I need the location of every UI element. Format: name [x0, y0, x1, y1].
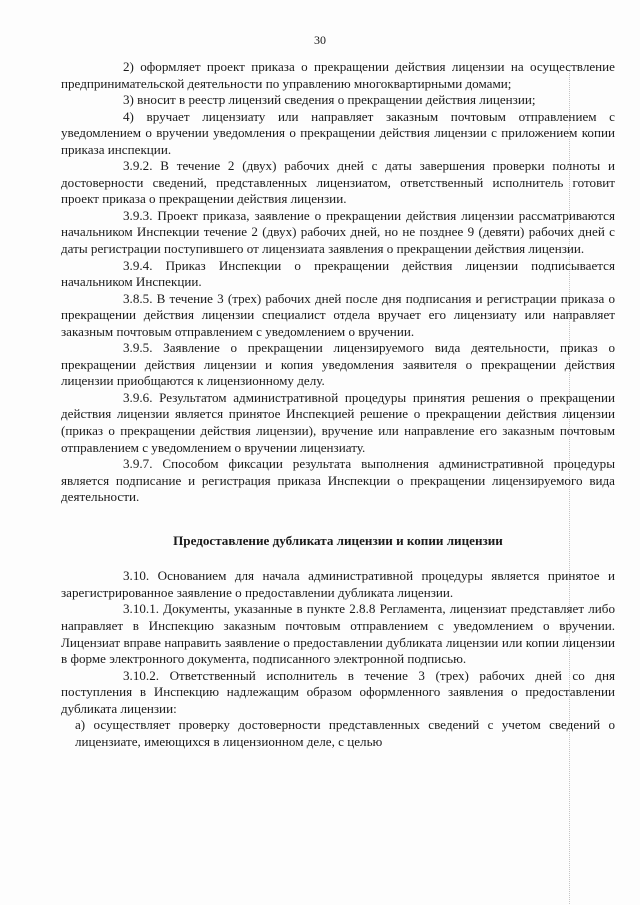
paragraph: 3.9.6. Результатом административной процедуры принятия решения о прекращении действия лицензии является принятое Инспекцией решение о прекращении действия лицензии (приказ о прекращении действия лицензии), вручение или направление его заказным почтовым отправлением с уведомлением о вручении лицензиату. — [61, 389, 615, 455]
paragraph: 3.9.2. В течение 2 (двух) рабочих дней с даты завершения проверки полноты и достоверности сведений, представленных лицензиатом, ответственный исполнитель готовит проект приказа о прекращении действия лицензии. — [61, 158, 615, 207]
paragraph: 3.9.7. Способом фиксации результата выполнения административной процедуры является подписание и регистрация приказа Инспекции о прекращении лицензируемого вида деятельности. — [61, 456, 615, 505]
paragraph: 3.8.5. В течение 3 (трех) рабочих дней после дня подписания и регистрации приказа о прекращении действия лицензии специалист отдела вручает его лицензиату или направляет заказным почтовым отправлением с уведомлением о вручении. — [61, 290, 615, 339]
paragraph: 2) оформляет проект приказа о прекращении действия лицензии на осуществление предпринимательской деятельности по управлению многоквартирными домами; — [61, 59, 615, 91]
paragraph: 3.9.4. Приказ Инспекции о прекращении действия лицензии подписывается начальником Инспекции. — [61, 257, 615, 290]
paragraph: 4) вручает лицензиату или направляет заказным почтовым отправлением с уведомлением о вручении уведомления о прекращении действия лицензии с приложением копии приказа инспекции. — [61, 108, 615, 157]
section-heading: Предоставление дубликата лицензии и копии лицензии — [173, 532, 503, 548]
paragraph: 3.10.2. Ответственный исполнитель в течение 3 (трех) рабочих дней со дня поступления в Инспекцию надлежащим образом оформленного заявления о предоставлении дубликата лицензии: — [61, 667, 615, 716]
document-body — [61, 59, 615, 750]
paragraph: а) осуществляет проверку достоверности представленных сведений с учетом сведений о лицензиате, имеющихся в лицензионном деле, с целью — [75, 717, 615, 749]
paragraph: 3.10. Основанием для начала административной процедуры является принятое и зарегистрированное заявление о предоставлении дубликата лицензии. — [61, 568, 615, 600]
paragraph: 3.9.3. Проект приказа, заявление о прекращении действия лицензии рассматриваются начальником Инспекции течение 2 (двух) рабочих дней, но не позднее 9 (девяти) рабочих дней с даты регистрации поступившего от лицензиата заявления о прекращении действия лицензии. — [61, 207, 615, 257]
paragraph: 3.9.5. Заявление о прекращении лицензируемого вида деятельности, приказ о прекращении действия лицензии и копия уведомления заявителя о прекращении действия лицензии приобщаются к лицензионному делу. — [61, 340, 615, 389]
paragraph: 3) вносит в реестр лицензий сведения о прекращении действия лицензии; — [123, 92, 536, 108]
paragraph: 3.10.1. Документы, указанные в пункте 2.8.8 Регламента, лицензиат представляет либо направляет в Инспекцию заказным почтовым отправлением с уведомлением о вручении. Лицензиат вправе направить заявление о предоставлении дубликата лицензии или копии лицензии в форме электронного документа, подписанного электронной подписью. — [61, 601, 615, 667]
page-number: 30 — [314, 33, 326, 47]
